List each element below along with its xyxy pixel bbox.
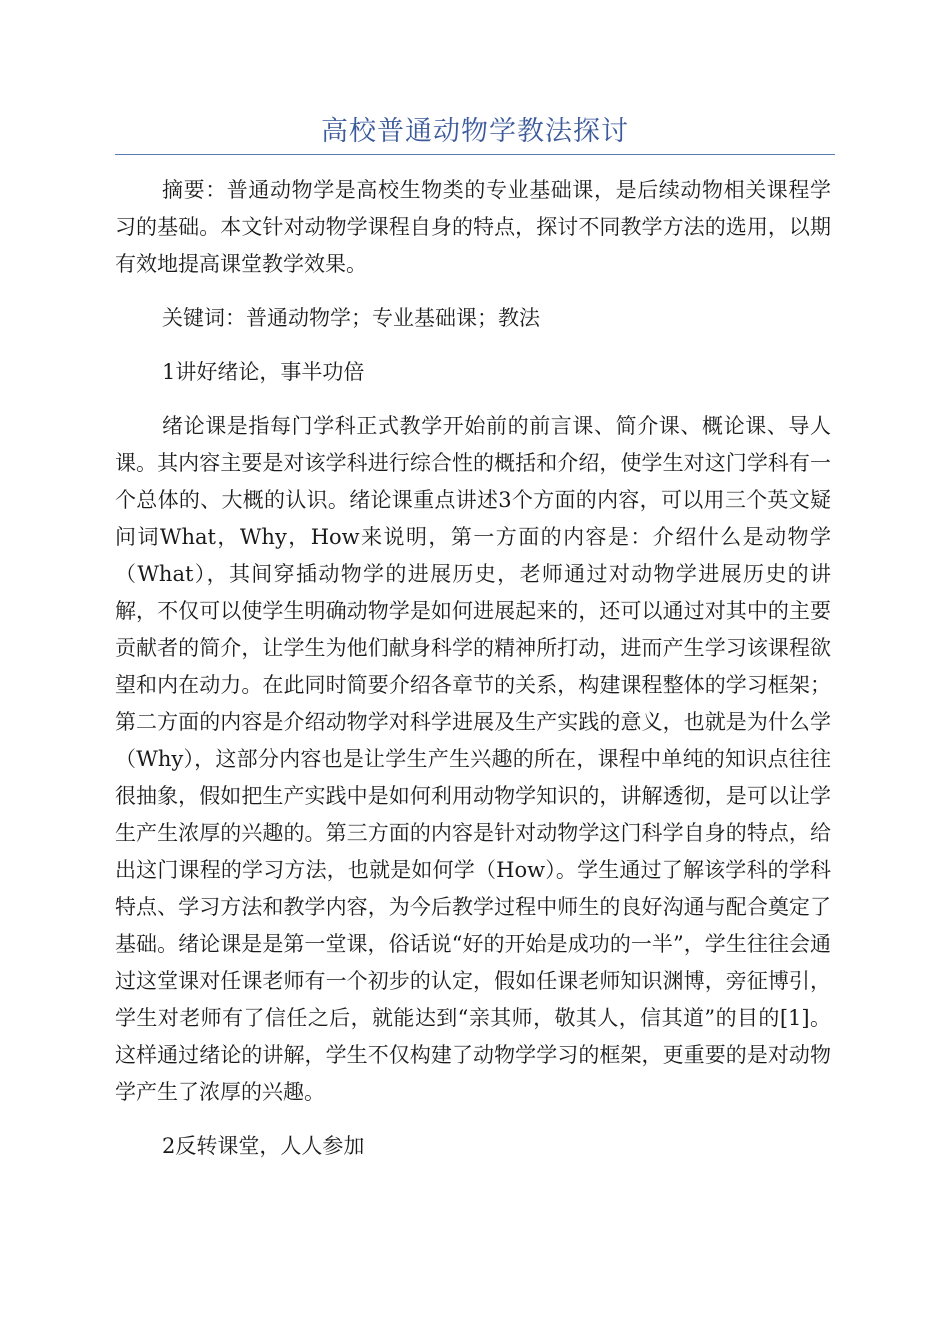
section-2-heading: 2反转课堂，人人参加	[162, 1134, 365, 1158]
section-1-heading: 1讲好绪论，事半功倍	[162, 360, 365, 384]
section-1-body: 绪论课是指每门学科正式教学开始前的前言课、简介课、概论课、导人课。其内容主要是对该学科进行综合性的概括和介绍，使学生对这门学科有一个总体的、大概的认识。绪论课重点讲述3个方面的内容，可以用三个英文疑问词What，Why，How来说明，第一方面的内容是：介绍什么是动物学（What），其间穿插动物学的进展历史，老师通过对动物学进展历史的讲解，不仅可以使学生明确动物学是如何进展起来的，还可以通过对其中的主要贡献者的简介，让学生为他们献身科学的精神所打动，进而产生学习该课程欲望和内在动力。在此同时简要介绍各章节的关系，构建课程整体的学习框架；第二方面的内容是介绍动物学对科学进展及生产实践的意义，也就是为什么学（Why），这部分内容也是让学生产生兴趣的所在，课程中单纯的知识点往往很抽象，假如把生产实践中是如何利用动物学知识的，讲解透彻，是可以让学生产生浓厚的兴趣的。第三方面的内容是针对动物学这门科学自身的特点，给出这门课程的学习方法，也就是如何学（How）。学生通过了解该学科的学科特点、学习方法和教学内容，为今后教学过程中师生的良好沟通与配合奠定了基础。绪论课是是第一堂课，俗话说“好的开始是成功的一半”，学生往往会通过这堂课对任课老师有一个初步的认定，假如任课老师知识渊博，旁征博引，学生对老师有了信任之后，就能达到“亲其师，敬其人，信其道”的目的[1]。这样通过绪论的讲解，学生不仅构建了动物学学习的框架，更重要的是对动物学产生了浓厚的兴趣。	[115, 414, 831, 1104]
abstract-paragraph: 摘要：普通动物学是高校生物类的专业基础课，是后续动物相关课程学习的基础。本文针对动物学课程自身的特点，探讨不同教学方法的选用，以期有效地提高课堂教学效果。	[115, 178, 831, 276]
document-body	[115, 172, 831, 1182]
keywords-paragraph: 关键词：普通动物学；专业基础课；教法	[162, 306, 540, 330]
title-underline	[115, 154, 835, 155]
document-title: 高校普通动物学教法探讨	[321, 116, 629, 147]
